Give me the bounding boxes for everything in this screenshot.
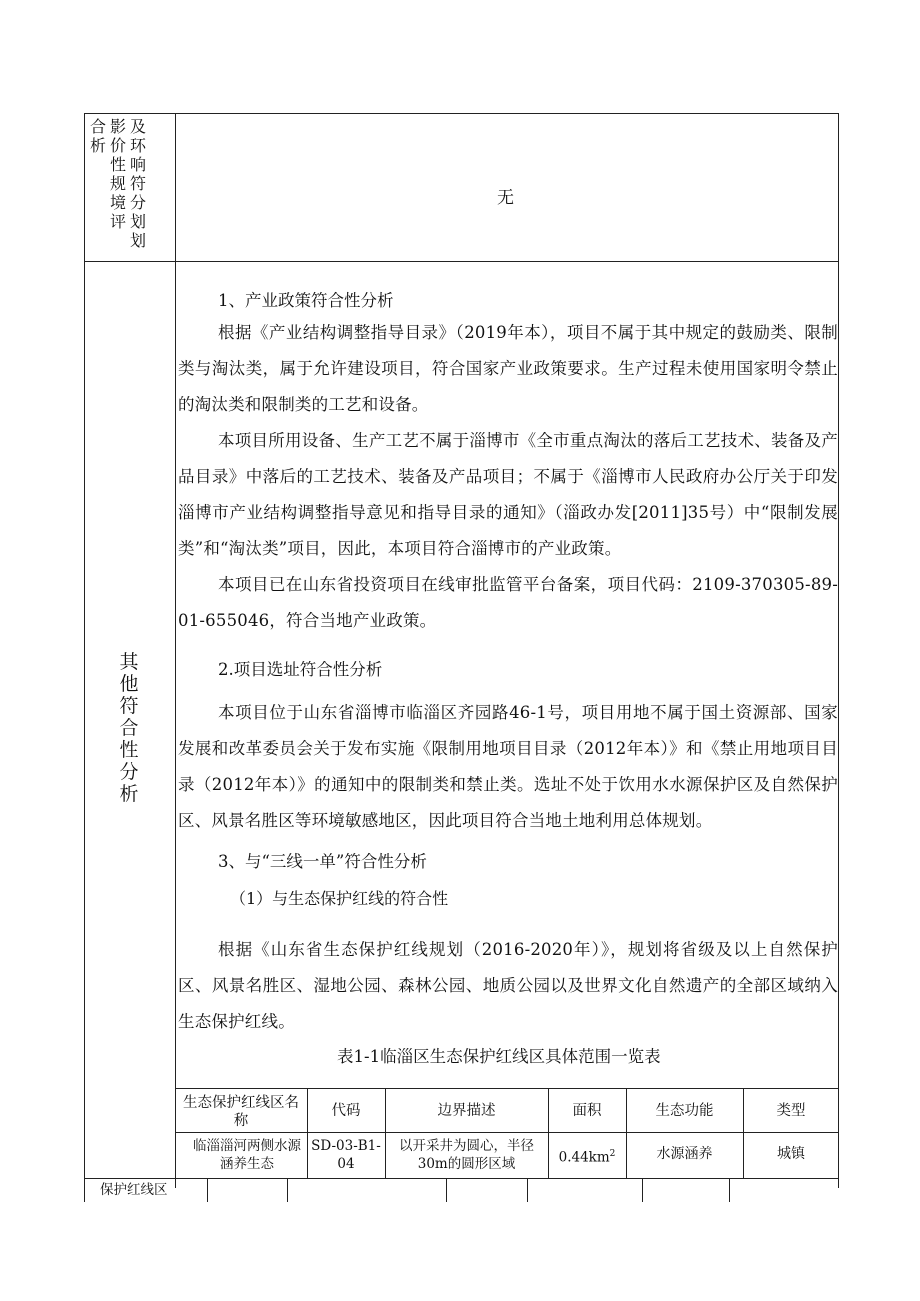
header-code: 代码 bbox=[331, 1103, 361, 1119]
table-caption: 表1-1临淄区生态保护红线区具体范围一览表 bbox=[337, 1047, 661, 1066]
cell-area bbox=[549, 1145, 625, 1167]
top-row-value: 无 bbox=[497, 188, 514, 208]
header-area: 面积 bbox=[572, 1103, 602, 1119]
heading-three-lines: 3、与“三线一单”符合性分析 bbox=[218, 852, 427, 871]
continued-cell-name: 保护红线区 bbox=[100, 1182, 168, 1198]
continued-col-1 bbox=[207, 1178, 208, 1202]
section-label: 其他符合性分析 bbox=[119, 651, 139, 805]
label-col-2: 影价性规境评 bbox=[110, 117, 127, 231]
cell-redline-name: 临淄淄河两侧水源涵养生态 bbox=[193, 1138, 301, 1172]
paragraph-filing-code: 本项目已在山东省投资项目在线审批监管平台备案，项目代码：2109-370305-89-01-655046，符合当地产业政策。 bbox=[178, 575, 838, 630]
continued-col-6 bbox=[729, 1178, 730, 1202]
cell-function: 水源涵养 bbox=[656, 1146, 713, 1162]
row-divider bbox=[84, 261, 839, 262]
frame-left-line bbox=[84, 113, 85, 1188]
continued-col-5 bbox=[642, 1178, 643, 1202]
label-column-divider bbox=[175, 113, 176, 1188]
header-redline-name: 生态保护红线区名称 bbox=[183, 1095, 299, 1129]
frame-right-line bbox=[838, 113, 839, 1188]
paragraph-site-selection: 本项目位于山东省淄博市临淄区齐园路46-1号，项目用地不属于国土资源部、国家发展和改革委员会关于发布实施《限制用地项目目录（2012年本）》和《禁止用地项目目录（2012年本）》的通知中的限制类和禁止类。选址不处于饮用水水源保护区及自然保护区、风景名胜区等环境敏感地区，因此项目符合当地土地利用总体规划。 bbox=[178, 703, 838, 830]
continued-col-4 bbox=[527, 1178, 528, 1202]
heading-site-selection: 2.项目选址符合性分析 bbox=[218, 660, 383, 679]
header-type: 类型 bbox=[776, 1103, 806, 1119]
table-header-divider bbox=[175, 1132, 839, 1133]
cell-code: SD-03-B1-04 bbox=[311, 1138, 381, 1172]
paragraph-redline-plan: 根据《山东省生态保护红线规划（2016-2020年）》，规划将省级及以上自然保护区、风景名胜区、湿地公园、森林公园、地质公园以及世界文化自然遗产的全部区域纳入生态保护红线。 bbox=[178, 940, 838, 1031]
label-col-3: 及环响符分划划 bbox=[130, 117, 147, 250]
continued-row-left bbox=[84, 1178, 85, 1202]
cell-boundary: 以开采井为圆心，半径30m的圆形区域 bbox=[399, 1138, 534, 1172]
cell-type: 城镇 bbox=[777, 1146, 805, 1162]
paragraph-zibo-policy: 本项目所用设备、生产工艺不属于淄博市《全市重点淘汰的落后工艺技术、装备及产品目录》中落后的工艺技术、装备及产品项目；不属于《淄博市人民政府办公厅关于印发淄博市产业结构调整指导意见和指导目录的通知》（淄政办发[2011]35号）中“限制发展类”和“淘汰类”项目，因此，本项目符合淄博市的产业政策。 bbox=[178, 431, 838, 558]
cell-area-value: 0.44km bbox=[558, 1149, 610, 1166]
continued-col-2 bbox=[287, 1178, 288, 1202]
header-function: 生态功能 bbox=[655, 1103, 714, 1119]
subheading-ecological-redline: （1）与生态保护红线的符合性 bbox=[230, 889, 449, 908]
heading-industrial-policy: 1、产业政策符合性分析 bbox=[218, 291, 394, 310]
paragraph-policy-catalogue: 根据《产业结构调整指导目录》（2019年本），项目不属于其中规定的鼓励类、限制类与淘汰类，属于允许建设项目，符合国家产业政策要求。生产过程未使用国家明令禁止的淘汰类和限制类的工艺和设备。 bbox=[178, 323, 838, 414]
table-top-line bbox=[175, 1088, 839, 1089]
frame-top-line bbox=[84, 113, 839, 114]
cell-area-unit-exponent: 2 bbox=[609, 1149, 616, 1159]
header-boundary: 边界描述 bbox=[437, 1103, 496, 1119]
table-bottom-line bbox=[84, 1178, 839, 1179]
top-row-label bbox=[90, 117, 146, 250]
continued-col-3 bbox=[446, 1178, 447, 1202]
label-col-1: 合析 bbox=[90, 117, 107, 155]
